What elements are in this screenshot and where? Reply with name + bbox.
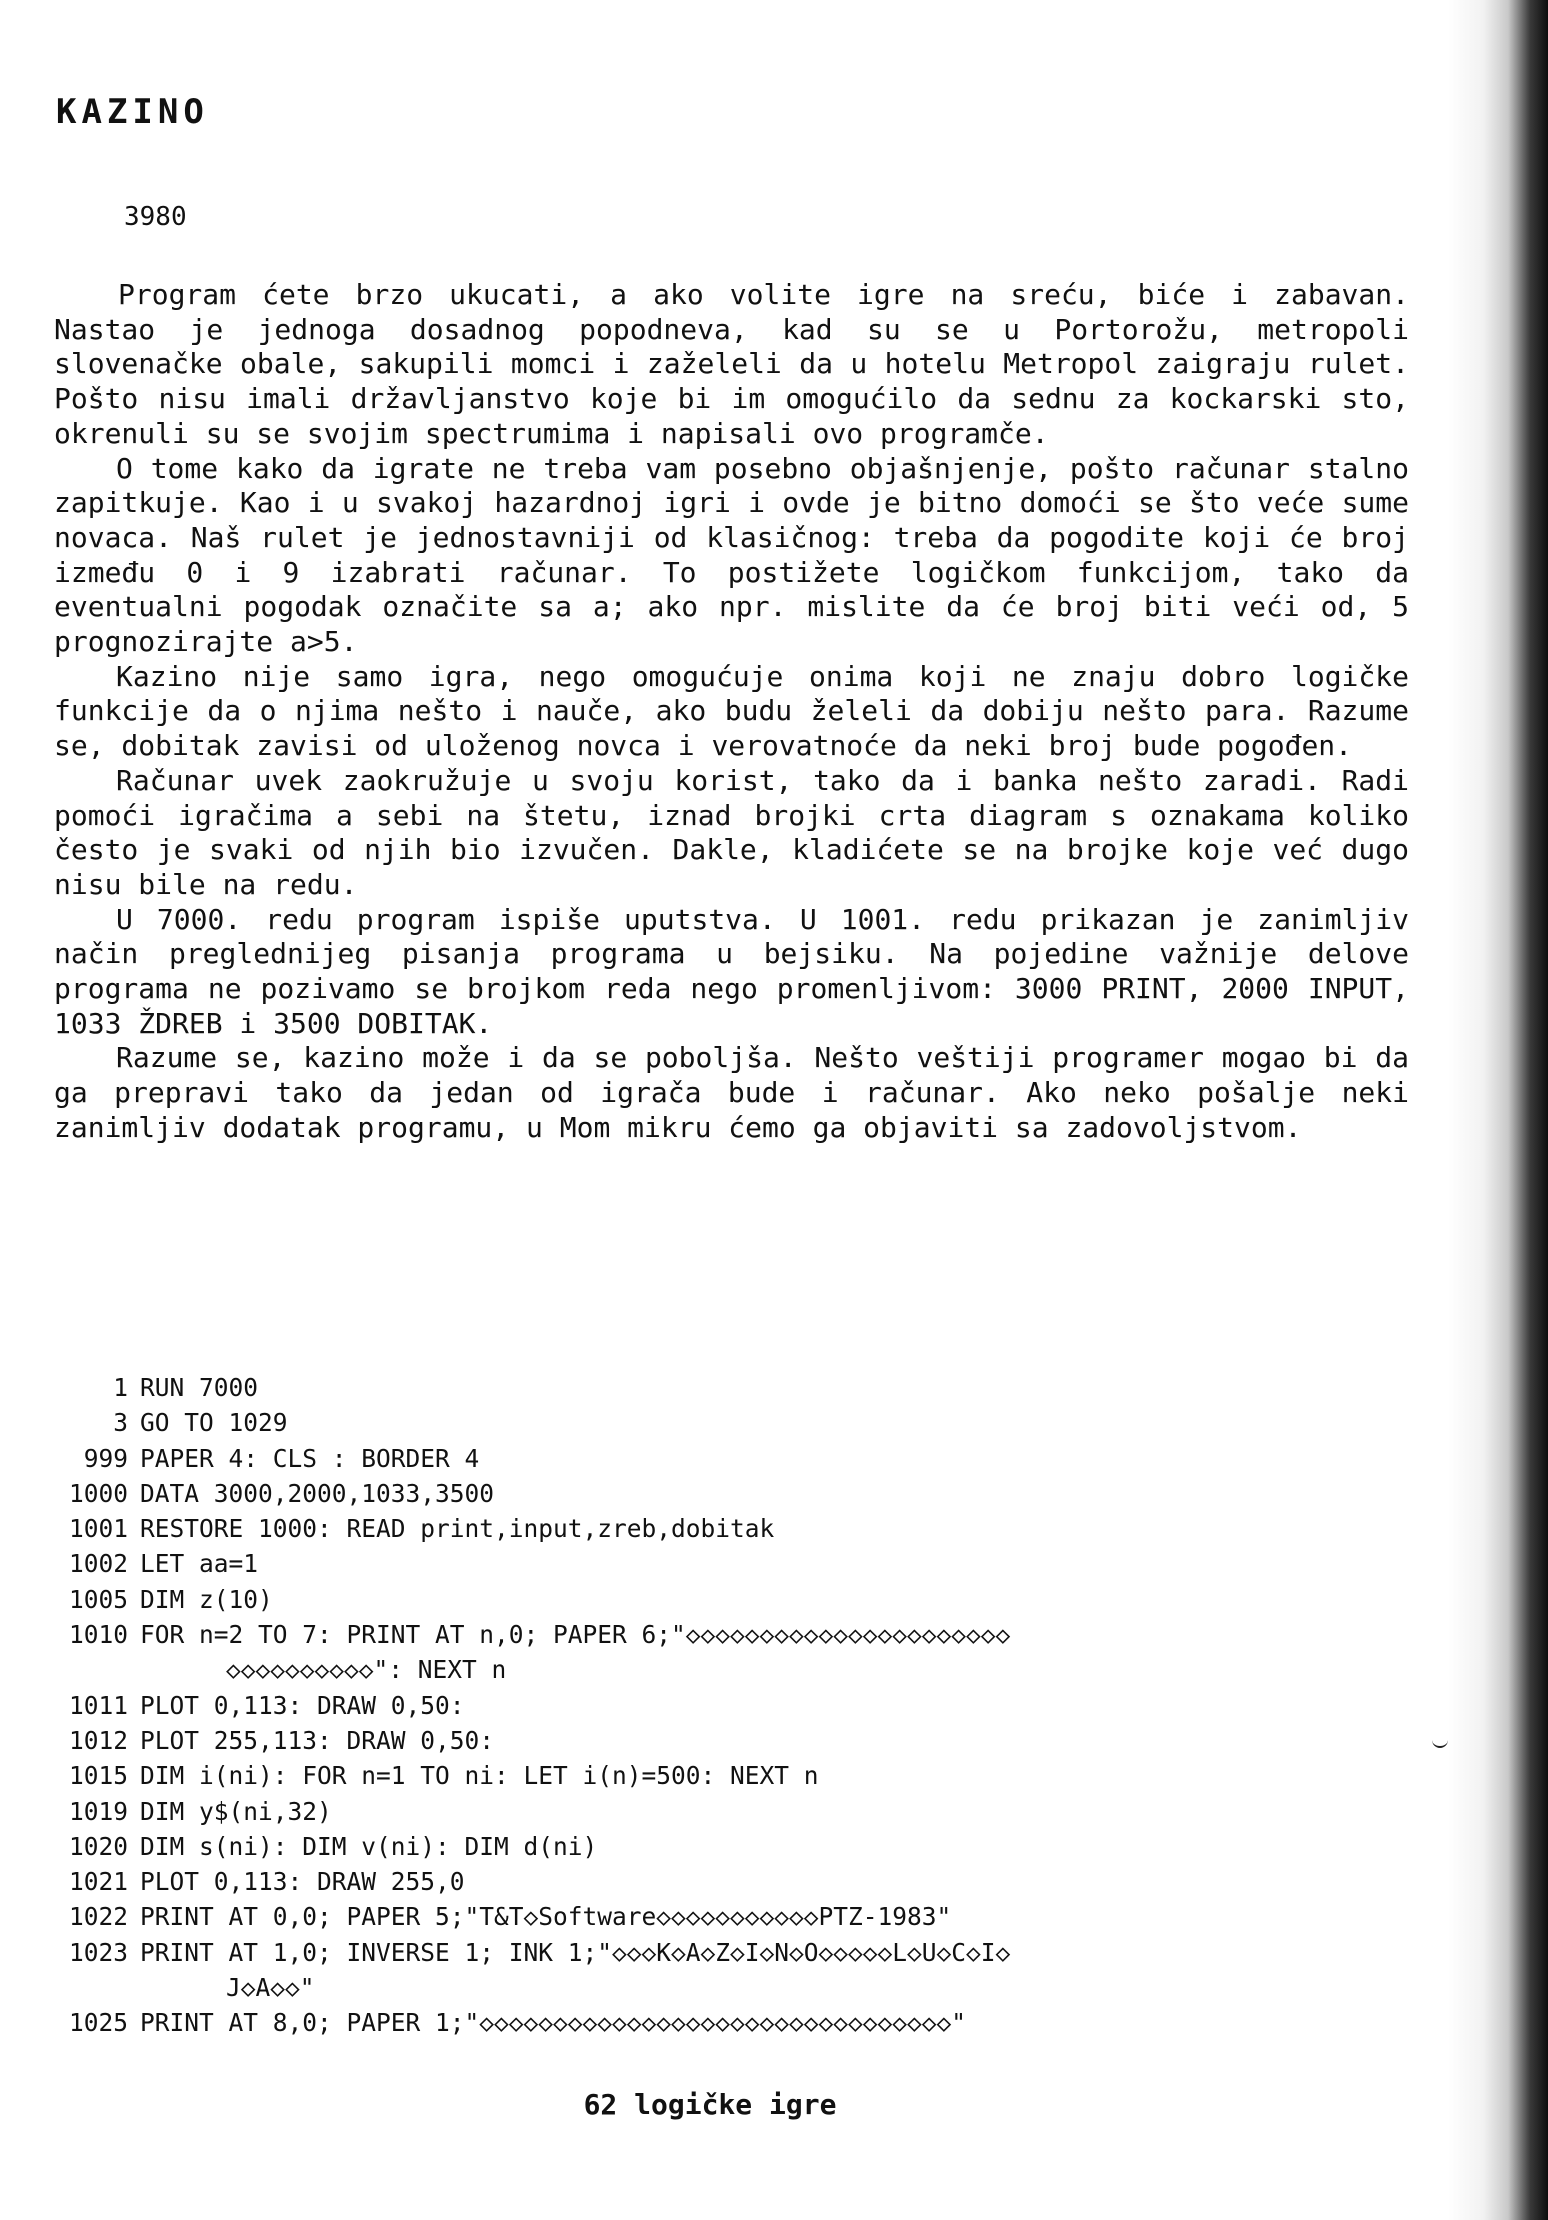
code-text: DIM i(ni): FOR n=1 TO ni: LET i(n)=500: NEXT n [140,1761,819,1791]
code-text: PLOT 0,113: DRAW 0,50: [140,1690,465,1720]
code-text: DATA 3000,2000,1033,3500 [140,1478,495,1508]
code-line [42,1441,1362,1476]
code-text: RUN 7000 [140,1373,259,1402]
paragraph: Računar uvek zaokružuje u svoju korist, tako da i banka nešto zaradi. Radi pomoći igračima a sebi na štetu, iznad brojki crta diagram s oznakama koliko često je svaki od njih bio izvučen. Dakle, kladićete se na brojke koje već dugo nisu bile na redu. [54,763,1409,901]
paragraph: Program ćete brzo ukucati, a ako volite igre na sreću, biće i zabavan. Nastao je jednoga dosadnog popodneva, kad su se u Portorožu, metropoli slovenačke obale, sakupili momci i zaželeli da u hotelu Metropol zaigraju rulet. Pošto nisu imali državljanstvo koje bi im omogućilo da sednu za kockarski sto, okrenuli su se svojim spectrumima i napisali ovo programče. [54,278,1409,450]
code-text: DIM s(ni): DIM v(ni): DIM d(ni) [140,1831,598,1861]
line-number: 1012 [68,1725,128,1755]
page-footer: 62 logičke igre [583,2088,837,2121]
code-line [42,1476,1362,1511]
code-line [42,1829,1362,1864]
code-text: PRINT AT 1,0; INVERSE 1; INK 1;"◇◇◇K◇A◇Z◇I◇N◇O◇◇◇◇◇L◇U◇C◇I◇ [140,1937,1011,1967]
code-text: GO TO 1029 [140,1408,288,1438]
line-number: 999 [83,1443,128,1473]
code-line [42,1935,1362,1970]
paragraph: Razume se, kazino može i da se poboljša. Nešto veštiji programer mogao bi da ga prepravi tako da jedan od igrača bude i računar. Ako neko pošalje neki zanimljiv dodatak programu, u Mom mikru ćemo ga objaviti sa zadovoljstvom. [54,1041,1409,1144]
line-number: 3 [113,1408,128,1438]
line-number: 1005 [68,1584,128,1614]
code-text: PLOT 0,113: DRAW 255,0 [140,1867,465,1897]
line-number: 1023 [68,1937,128,1967]
code-text: RESTORE 1000: READ print,input,zreb,dobitak [140,1514,775,1544]
code-line [42,1758,1362,1793]
code-text: DIM z(10) [140,1584,273,1614]
line-number: 1020 [68,1831,128,1861]
code-line [42,1511,1362,1546]
book-binding-shadow [1448,0,1548,2220]
code-line [42,1899,1362,1934]
code-line-continuation [42,1652,1362,1687]
article-body [54,278,1409,1146]
code-line [42,1864,1362,1899]
program-number: 3980 [124,202,187,232]
code-text: PAPER 4: CLS : BORDER 4 [140,1443,480,1473]
code-line-continuation [42,1970,1362,2005]
code-text: DIM y$(ni,32) [140,1796,332,1826]
margin-mark [1432,1738,1448,1748]
code-line [42,1794,1362,1829]
code-line [42,2005,1362,2040]
paragraph: U 7000. redu program ispiše uputstva. U 1001. redu prikazan je zanimljiv način preglednijeg pisanja programa u bejsiku. Na pojedine važnije delove programa ne pozivamo se brojkom reda nego promenljivom: 3000 PRINT, 2000 INPUT, 1033 ŽDREB i 3500 DOBITAK. [54,902,1409,1040]
code-line [42,1617,1362,1652]
line-number: 1025 [68,2008,128,2038]
code-text: PRINT AT 0,0; PAPER 5;"T&T◇Software◇◇◇◇◇◇◇◇◇◇◇PTZ-1983" [140,1902,952,1932]
code-text: J◇A◇◇" [226,1973,315,2003]
line-number: 1000 [68,1478,128,1508]
line-number: 1015 [68,1761,128,1791]
line-number [42,1652,128,1687]
line-number: 1019 [68,1796,128,1826]
basic-listing [42,1370,1362,2041]
line-number [42,1970,128,2005]
code-line [42,1405,1362,1440]
line-number: 1021 [68,1867,128,1897]
code-text: ◇◇◇◇◇◇◇◇◇◇": NEXT n [226,1655,507,1685]
code-line [42,1723,1362,1758]
code-text: LET aa=1 [140,1549,259,1579]
code-line [42,1546,1362,1581]
line-number: 1 [113,1373,128,1402]
code-line [42,1688,1362,1723]
paragraph: O tome kako da igrate ne treba vam posebno objašnjenje, pošto računar stalno zapitkuje. Kao i u svakoj hazardnoj igri i ovde je bitno domoći se što veće sume novaca. Naš rulet je jednostavniji od klasičnog: treba da pogodite koji će broj između 0 i 9 izabrati računar. To postižete logičkom funkcijom, tako da eventualni pogodak označite sa a; ako npr. mislite da će broj biti veći od, 5 prognozirajte a>5. [54,451,1409,659]
code-line [42,1370,1362,1405]
line-number: 1002 [68,1549,128,1579]
line-number: 1010 [68,1620,128,1650]
code-text: PLOT 255,113: DRAW 0,50: [140,1725,495,1755]
line-number: 1001 [68,1514,128,1544]
paragraph: Kazino nije samo igra, nego omogućuje onima koji ne znaju dobro logičke funkcije da o njima nešto i nauče, ako budu želeli da dobiju nešto para. Razume se, dobitak zavisi od uloženog novca i verovatnoće da neki broj bude pogođen. [54,659,1409,763]
line-number: 1022 [68,1902,128,1932]
code-line [42,1582,1362,1617]
line-number: 1011 [68,1690,128,1720]
code-text: FOR n=2 TO 7: PRINT AT n,0; PAPER 6;"◇◇◇◇◇◇◇◇◇◇◇◇◇◇◇◇◇◇◇◇◇◇ [140,1620,1011,1650]
article-title: KAZINO [56,92,209,132]
code-text: PRINT AT 8,0; PAPER 1;"◇◇◇◇◇◇◇◇◇◇◇◇◇◇◇◇◇◇◇◇◇◇◇◇◇◇◇◇◇◇◇◇" [140,2008,967,2038]
